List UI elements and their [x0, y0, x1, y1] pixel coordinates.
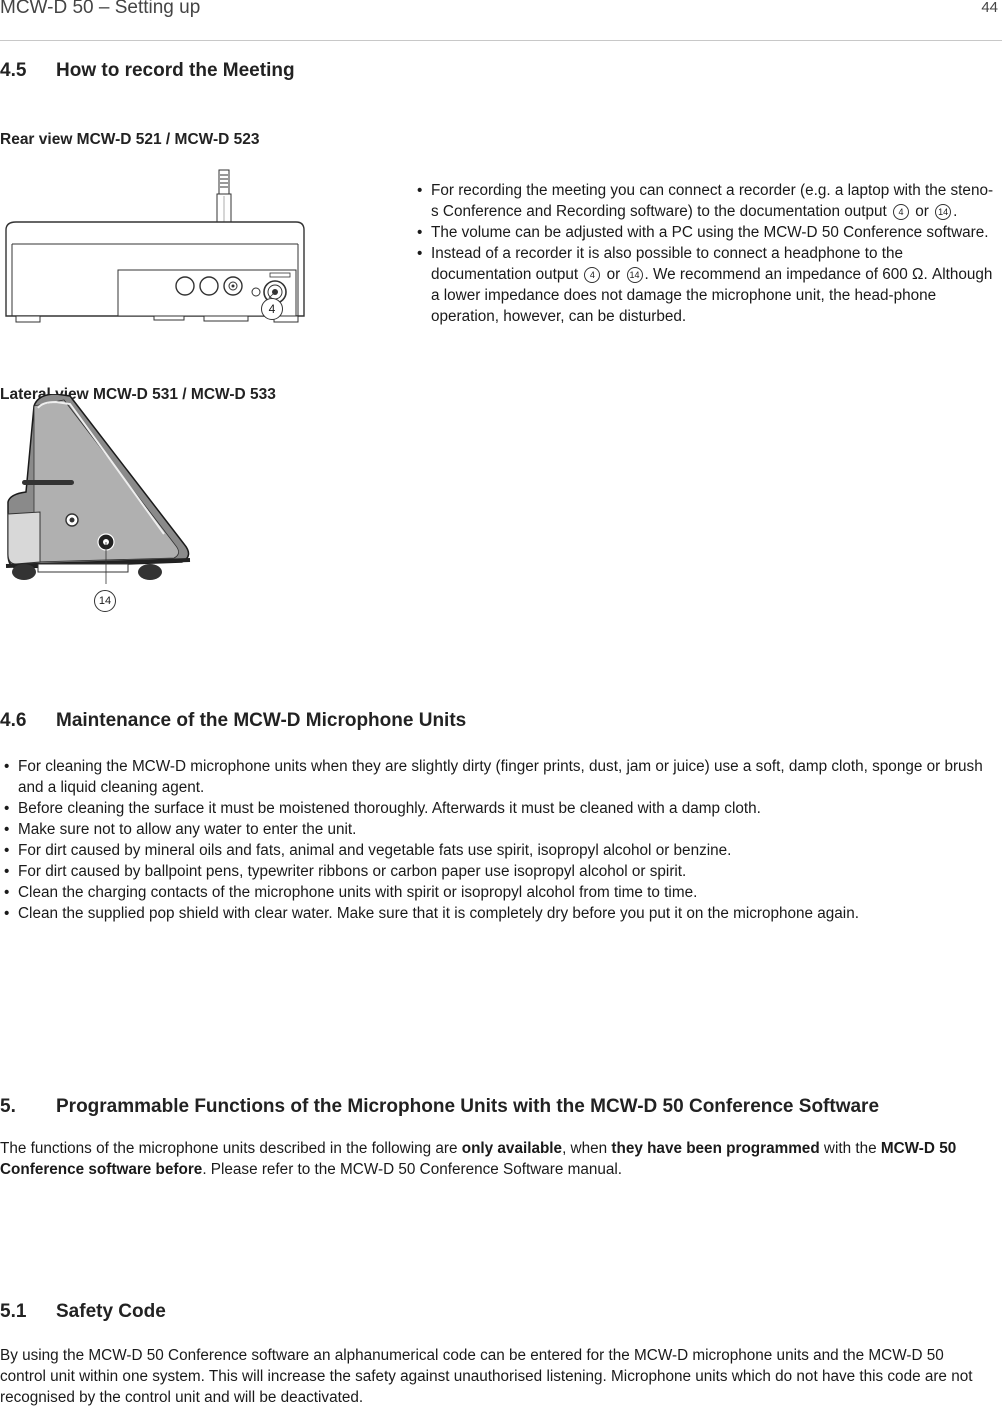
section-number: 5.1	[0, 1301, 27, 1322]
section-title: Maintenance of the MCW-D Microphone Units	[56, 710, 467, 731]
section-5-heading	[0, 1096, 879, 1118]
list-item: • For cleaning the MCW-D microphone units when they are slightly dirty (finger prints, dust, jam or juice) use a soft, damp cloth, sponge or brush and a liquid cleaning agent.	[4, 756, 996, 798]
header-divider	[0, 40, 1002, 41]
list-item: • Make sure not to allow any water to enter the unit.	[4, 819, 996, 840]
page-number: 44	[981, 0, 998, 16]
circled-ref-14: 14	[935, 204, 951, 220]
list-item: • Instead of a recorder it is also possible to connect a headphone to the documentation output 4 or 14 . We recommend an impedance of 600 Ω. Although a lower impedance does not damage the microphone unit, the head-phone operation, however, can be disturbed.	[417, 243, 997, 327]
lateral-view-drawing-icon	[4, 394, 194, 584]
list-item: • The volume can be adjusted with a PC using the MCW-D 50 Conference software.	[417, 222, 997, 243]
list-item: • Before cleaning the surface it must be moistened thoroughly. Afterwards it must be cleaned with a damp cloth.	[4, 798, 996, 819]
callout-14: 14	[94, 590, 116, 612]
section-number: 4.5	[0, 60, 27, 81]
callout-4: 4	[261, 298, 283, 320]
list-item: • For recording the meeting you can connect a recorder (e.g. a laptop with the steno-s Conference and Recording software) to the documentation output 4 or 14 .	[417, 180, 997, 222]
recording-bullet-list	[417, 180, 997, 327]
maintenance-bullet-list	[4, 756, 996, 924]
list-item: • Clean the supplied pop shield with clear water. Make sure that it is completely dry before you put it on the microphone again.	[4, 903, 996, 924]
section-title: Safety Code	[56, 1301, 166, 1322]
list-item: • For dirt caused by ballpoint pens, typewriter ribbons or carbon paper use isopropyl alcohol or spirit.	[4, 861, 996, 882]
list-item: • Clean the charging contacts of the microphone units with spirit or isopropyl alcohol from time to time.	[4, 882, 996, 903]
rear-view-label: Rear view MCW-D 521 / MCW-D 523	[0, 131, 260, 148]
section-5-paragraph: The functions of the microphone units described in the following are only available, when they have been programmed with the MCW-D 50 Conference software before. Please refer to the MCW-D 50 Conference Software manual.	[0, 1140, 957, 1178]
circled-ref-4: 4	[584, 267, 600, 283]
section-4-6-heading	[0, 710, 466, 732]
section-4-5-heading	[0, 60, 295, 82]
section-title: Programmable Functions of the Microphone Units with the MCW-D 50 Conference Software	[56, 1096, 880, 1117]
section-5-1-heading	[0, 1301, 166, 1323]
lateral-view-label: Lateral view MCW-D 531 / MCW-D 533	[0, 386, 276, 403]
section-title: How to record the Meeting	[56, 60, 295, 81]
section-number: 5.	[0, 1096, 16, 1117]
list-item: • For dirt caused by mineral oils and fats, animal and vegetable fats use spirit, isopropyl alcohol or benzine.	[4, 840, 996, 861]
circled-ref-14: 14	[627, 267, 643, 283]
section-number: 4.6	[0, 710, 27, 731]
section-5-1-paragraph: By using the MCW-D 50 Conference software an alphanumerical code can be entered for the MCW-D microphone units and the MCW-D 50 control unit within one system. This will increase the safety against unauthorised listening. Microphone units which do not have this code are not recognised by the control unit and will be deactivated.	[0, 1347, 973, 1406]
circled-ref-4: 4	[893, 204, 909, 220]
running-header-title: MCW-D 50 – Setting up	[0, 0, 201, 18]
